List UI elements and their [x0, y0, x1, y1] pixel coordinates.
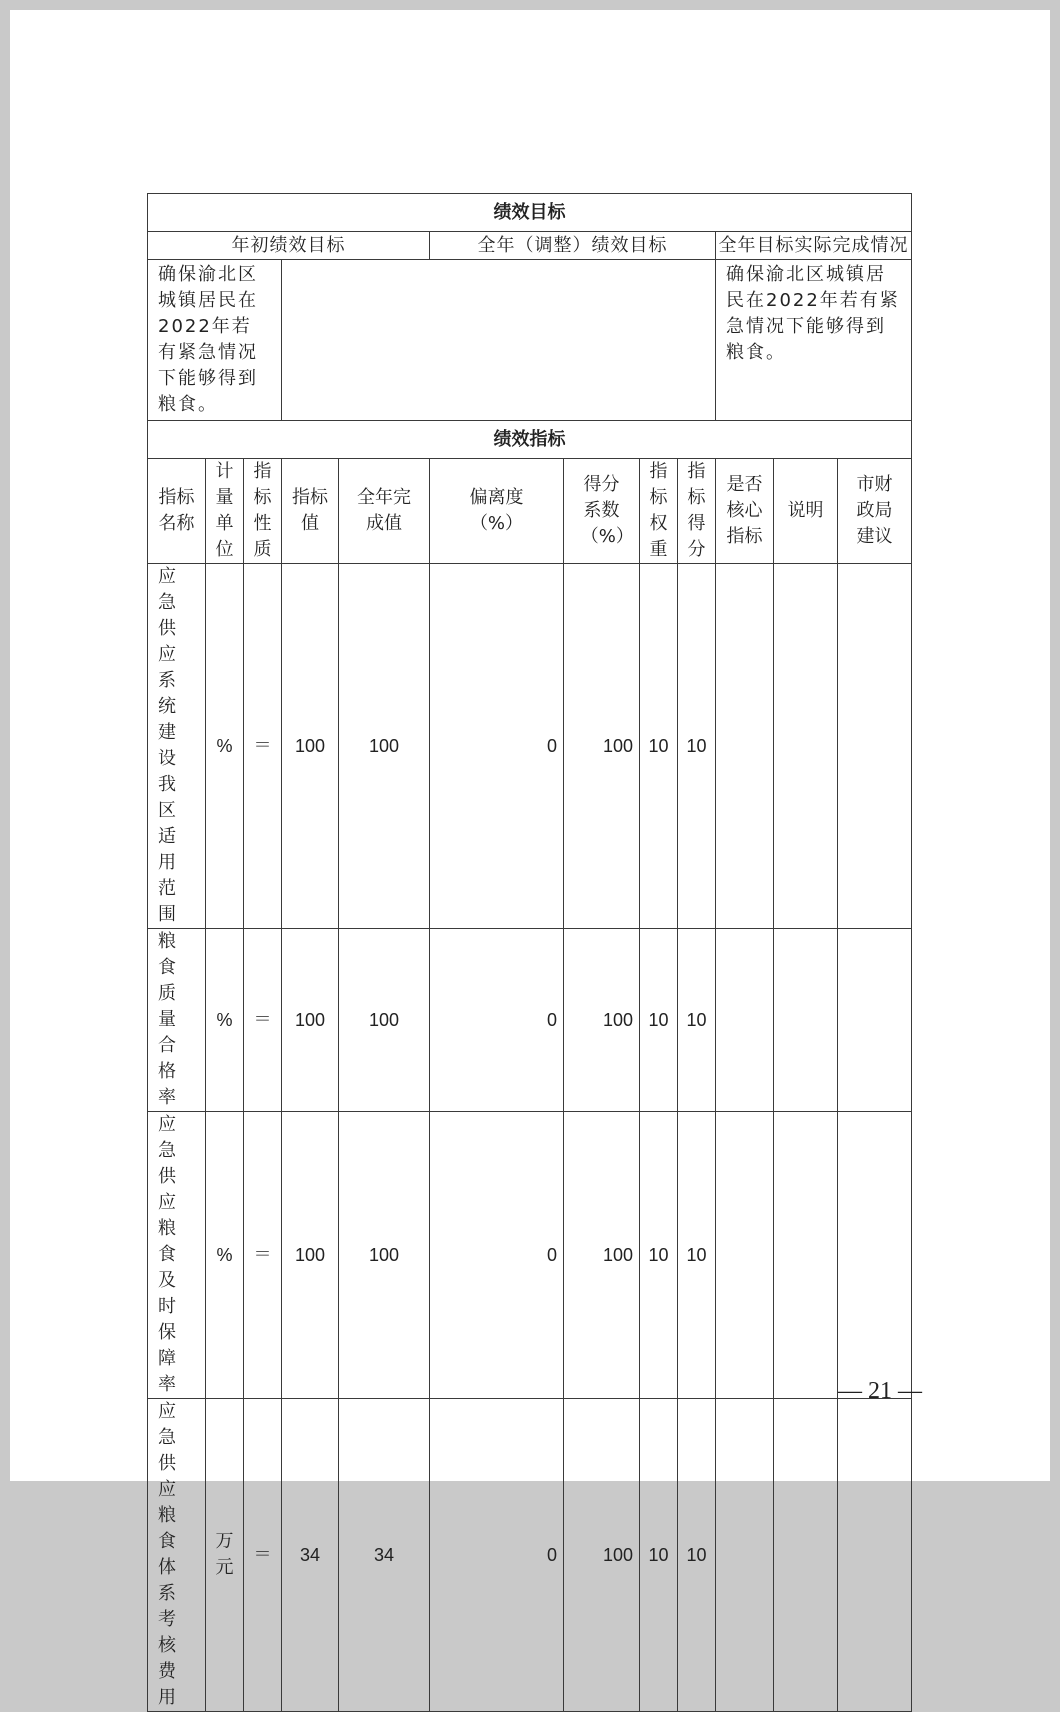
indicator-unit: 万元: [206, 1399, 244, 1712]
header-weight: 指标权重: [640, 459, 678, 564]
header-completed: 全年完成值: [339, 459, 430, 564]
adjusted-goal-header: 全年（调整）绩效目标: [430, 232, 716, 260]
indicators-section-title: 绩效指标: [148, 421, 912, 459]
header-name: 指标名称: [148, 459, 206, 564]
indicator-completed: 34: [339, 1399, 430, 1712]
indicator-core: [716, 1399, 774, 1712]
indicator-note: [774, 1399, 838, 1712]
indicator-score: 10: [678, 929, 716, 1112]
indicator-name: 应急供应系统建设我区适用范围: [148, 564, 206, 929]
indicator-nature: ＝: [244, 1112, 282, 1399]
indicator-name: 应急供应粮食及时保障率: [148, 1112, 206, 1399]
indicator-coefficient: 100: [564, 929, 640, 1112]
indicator-core: [716, 564, 774, 929]
header-advice: 市财政局建议: [838, 459, 912, 564]
indicator-score: 10: [678, 1112, 716, 1399]
indicator-coefficient: 100: [564, 1399, 640, 1712]
table-row: [148, 929, 912, 1112]
indicator-target: 100: [282, 564, 339, 929]
indicator-note: [774, 1112, 838, 1399]
indicator-weight: 10: [640, 929, 678, 1112]
indicator-advice: [838, 564, 912, 929]
indicator-advice: [838, 929, 912, 1112]
header-deviation: 偏离度（%）: [430, 459, 564, 564]
performance-table: [147, 193, 912, 1712]
header-nature: 指标性质: [244, 459, 282, 564]
header-coefficient: 得分系数（%）: [564, 459, 640, 564]
header-target: 指标值: [282, 459, 339, 564]
goals-section-title: 绩效目标: [148, 194, 912, 232]
page-number: — 21 —: [838, 1378, 922, 1404]
indicator-completed: 100: [339, 929, 430, 1112]
actual-goal-text: 确保渝北区城镇居民在2022年若有紧急情况下能够得到粮食。: [716, 260, 912, 421]
indicator-nature: ＝: [244, 564, 282, 929]
indicator-name: 粮食质量合格率: [148, 929, 206, 1112]
header-note: 说明: [774, 459, 838, 564]
header-core: 是否核心指标: [716, 459, 774, 564]
indicator-note: [774, 564, 838, 929]
indicator-target: 100: [282, 1112, 339, 1399]
indicator-nature: ＝: [244, 1399, 282, 1712]
indicator-score: 10: [678, 564, 716, 929]
indicator-note: [774, 929, 838, 1112]
indicator-score: 10: [678, 1399, 716, 1712]
header-unit: 计量单位: [206, 459, 244, 564]
indicator-core: [716, 1112, 774, 1399]
indicator-weight: 10: [640, 564, 678, 929]
actual-goal-header: 全年目标实际完成情况: [716, 232, 912, 260]
indicator-core: [716, 929, 774, 1112]
indicator-completed: 100: [339, 564, 430, 929]
indicator-deviation: 0: [430, 564, 564, 929]
indicator-unit: %: [206, 564, 244, 929]
indicator-advice: [838, 1399, 912, 1712]
indicator-advice: [838, 1112, 912, 1399]
header-score: 指标得分: [678, 459, 716, 564]
table-row: [148, 1112, 912, 1399]
indicator-deviation: 0: [430, 1112, 564, 1399]
table-row: [148, 1399, 912, 1712]
indicator-unit: %: [206, 1112, 244, 1399]
indicator-deviation: 0: [430, 1399, 564, 1712]
indicator-weight: 10: [640, 1112, 678, 1399]
indicator-unit: %: [206, 929, 244, 1112]
indicator-coefficient: 100: [564, 564, 640, 929]
initial-goal-header: 年初绩效目标: [148, 232, 430, 260]
indicator-weight: 10: [640, 1399, 678, 1712]
indicator-target: 34: [282, 1399, 339, 1712]
initial-goal-text: 确保渝北区城镇居民在2022年若有紧急情况下能够得到粮食。: [148, 260, 282, 421]
indicator-name: 应急供应粮食体系考核费用: [148, 1399, 206, 1712]
indicator-deviation: 0: [430, 929, 564, 1112]
document-page: [10, 10, 1050, 1708]
indicator-coefficient: 100: [564, 1112, 640, 1399]
indicator-completed: 100: [339, 1112, 430, 1399]
table-row: [148, 564, 912, 929]
indicator-nature: ＝: [244, 929, 282, 1112]
adjusted-goal-text: [282, 260, 716, 421]
indicator-target: 100: [282, 929, 339, 1112]
